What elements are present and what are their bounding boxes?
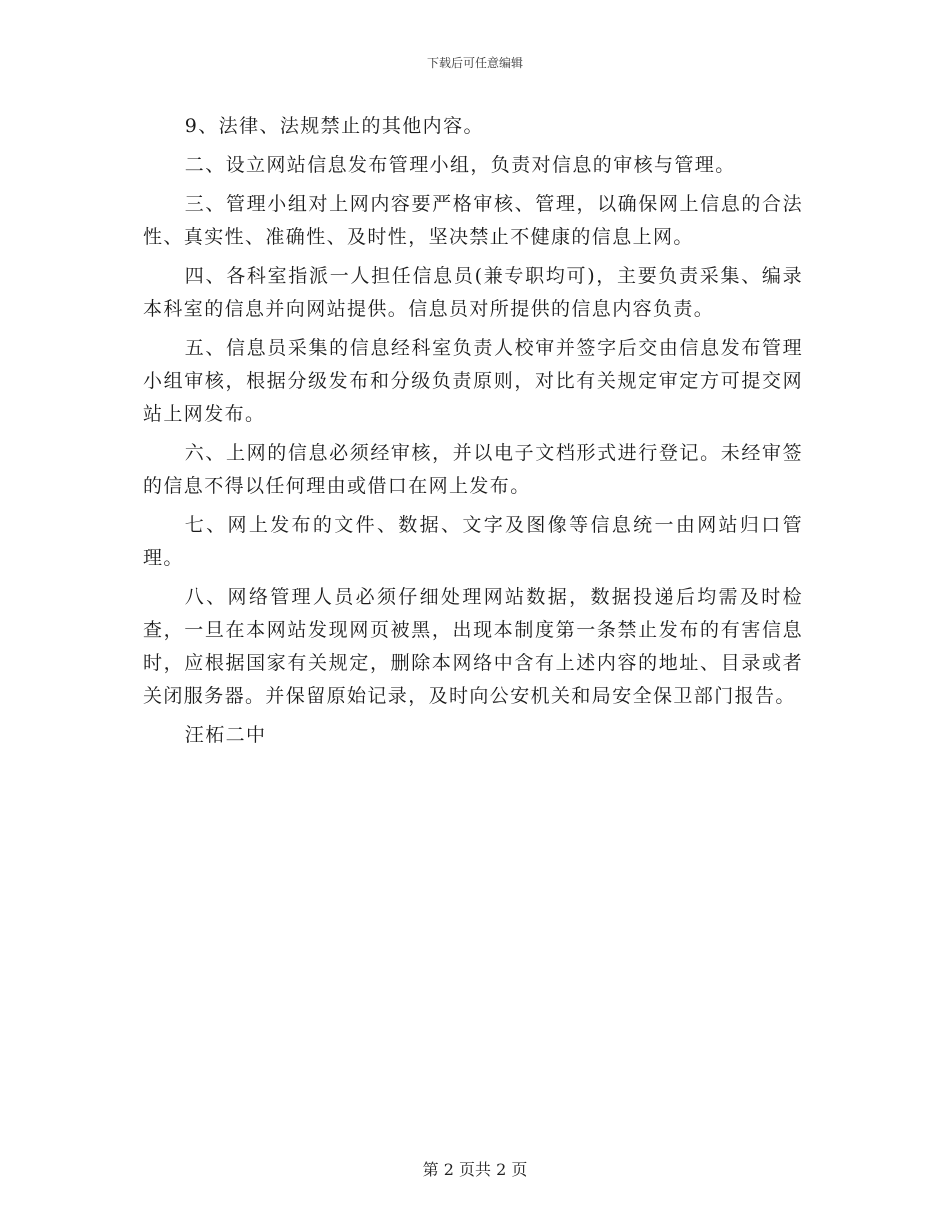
document-body: [143, 110, 803, 752]
paragraph-section-8: 八、网络管理人员必须仔细处理网站数据，数据投递后均需及时检查，一旦在本网站发现网页被黑，出现本制度第一条禁止发布的有害信息时，应根据国家有关规定，删除本网络中含有上述内容的地址、目录或者关闭服务器。并保留原始记录，及时向公安机关和局安全保卫部门报告。: [143, 586, 803, 707]
paragraph-section-6: 六、上网的信息必须经审核，并以电子文档形式进行登记。未经审签的信息不得以任何理由或借口在网上发布。: [143, 442, 803, 497]
paragraph-section-5: 五、信息员采集的信息经科室负责人校审并签字后交由信息发布管理小组审核，根据分级发布和分级负责原则，对比有关规定审定方可提交网站上网发布。: [143, 337, 803, 425]
signature: 汪柘二中: [184, 724, 267, 746]
paragraph-section-2: 二、设立网站信息发布管理小组，负责对信息的审核与管理。: [184, 154, 736, 176]
paragraph-item-9: 9、法律、法规禁止的其他内容。: [184, 115, 484, 137]
paragraph-section-7: 七、网上发布的文件、数据、文字及图像等信息统一由网站归口管理。: [143, 514, 803, 569]
paragraph-section-3: 三、管理小组对上网内容要严格审核、管理，以确保网上信息的合法性、真实性、准确性、及时性，坚决禁止不健康的信息上网。: [143, 193, 803, 248]
header-note: 下载后可任意编辑: [426, 56, 523, 70]
paragraph-section-4: 四、各科室指派一人担任信息员(兼专职均可)，主要负责采集、编录本科室的信息并向网站提供。信息员对所提供的信息内容负责。: [143, 265, 803, 320]
page-number: 第 2 页共 2 页: [422, 1160, 528, 1179]
